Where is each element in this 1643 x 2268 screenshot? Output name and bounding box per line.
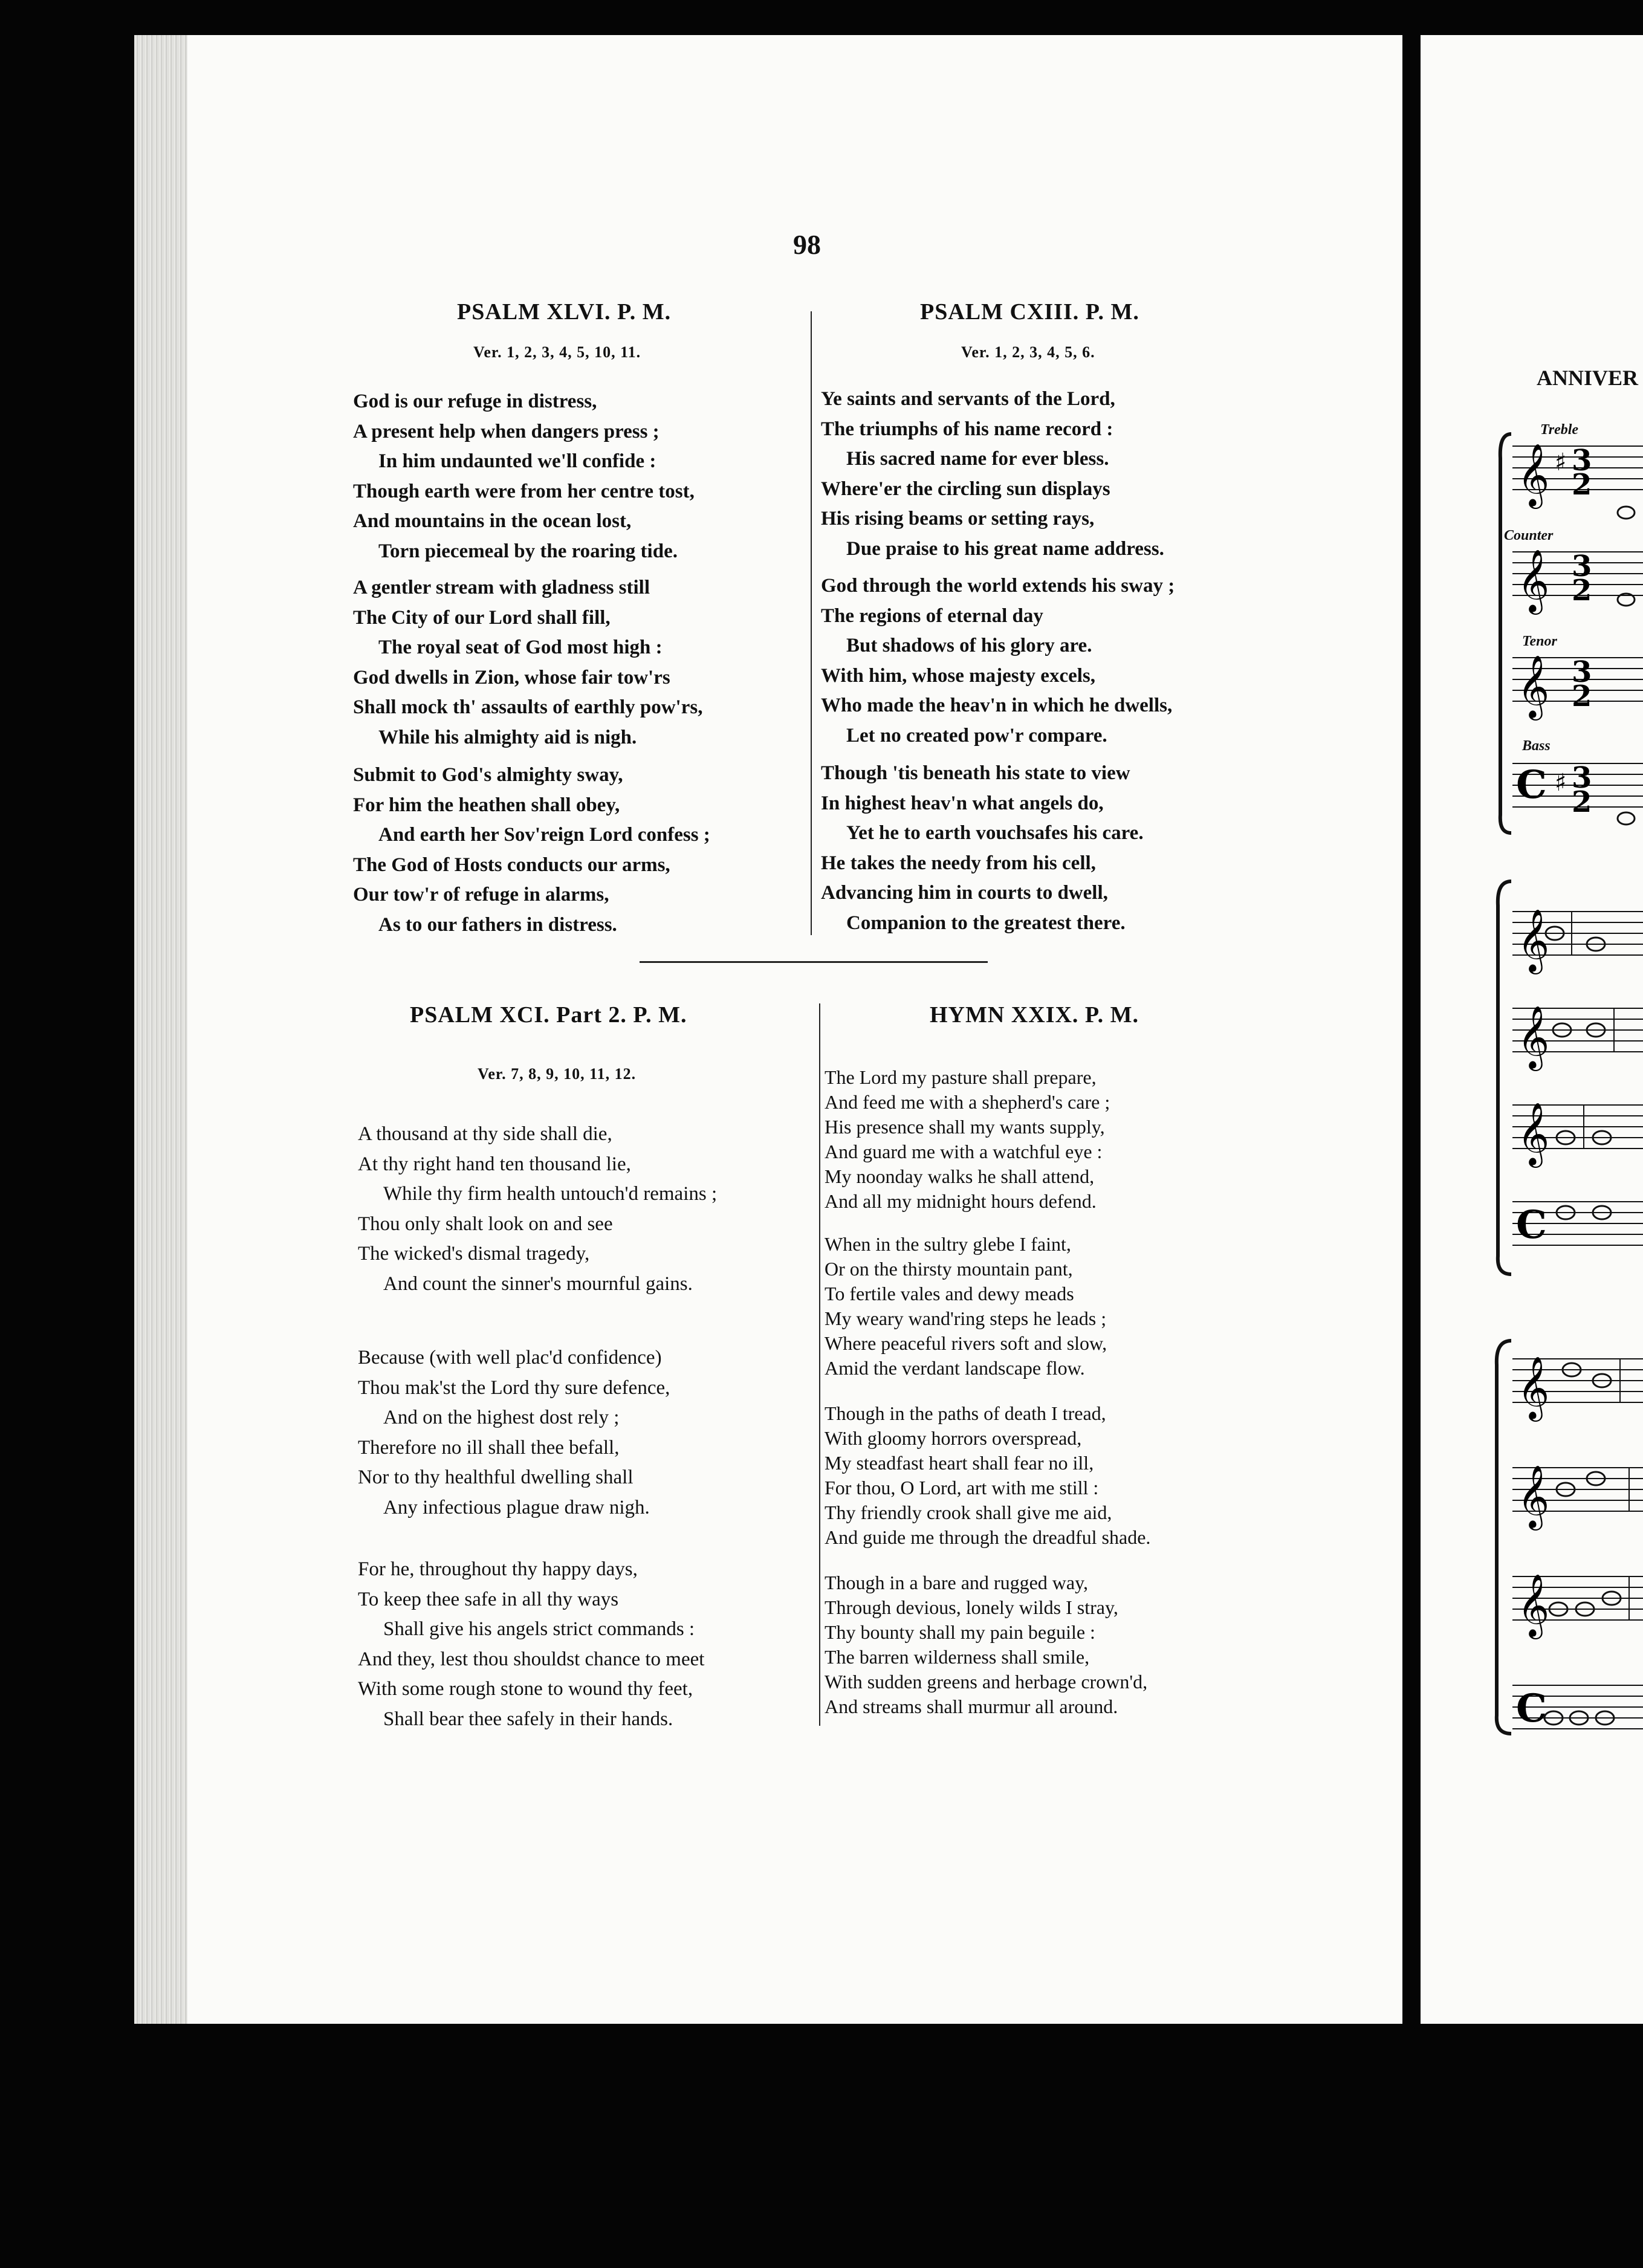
verse-line: And guard me with a watchful eye : bbox=[825, 1141, 1103, 1162]
psalm-91-title: PSALM XCI. Part 2. P. M. bbox=[410, 1002, 687, 1028]
voice-label-treble: Treble bbox=[1540, 422, 1579, 438]
svg-text:3: 3 bbox=[1572, 655, 1592, 689]
psalm-91-stanza-2 bbox=[358, 1343, 670, 1523]
verse-line: Though in the paths of death I tread, bbox=[825, 1402, 1106, 1424]
verse-line: My weary wand'ring steps he leads ; bbox=[825, 1307, 1107, 1329]
psalm-91-stanza-1 bbox=[358, 1119, 717, 1299]
verse-line: And streams shall murmur all around. bbox=[825, 1696, 1118, 1717]
verse-line: The triumphs of his name record : bbox=[821, 418, 1113, 440]
verse-line: As to our fathers in distress. bbox=[378, 913, 617, 936]
verse-line: Any infectious plague draw nigh. bbox=[383, 1496, 650, 1518]
verse-line: Shall bear thee safely in their hands. bbox=[383, 1708, 673, 1730]
verse-line: Because (with well plac'd confidence) bbox=[358, 1347, 662, 1369]
verse-line: At thy right hand ten thousand lie, bbox=[358, 1153, 631, 1175]
facing-page bbox=[1421, 35, 1643, 2024]
svg-text:𝄞: 𝄞 bbox=[1517, 1573, 1550, 1637]
verse-line: My noonday walks he shall attend, bbox=[825, 1165, 1095, 1187]
verse-line: With some rough stone to wound thy feet, bbox=[358, 1678, 693, 1700]
verse-line: The City of our Lord shall fill, bbox=[353, 606, 611, 629]
verse-line: Where'er the circling sun displays bbox=[821, 478, 1110, 500]
verse-line: And they, lest thou shouldst chance to meet bbox=[358, 1648, 705, 1670]
psalm-46-stanza-2 bbox=[353, 573, 702, 753]
verse-line: And on the highest dost rely ; bbox=[383, 1407, 620, 1428]
left-page bbox=[134, 35, 1402, 2024]
verse-line: In him undaunted we'll confide : bbox=[378, 450, 656, 472]
verse-line: Who made the heav'n in which he dwells, bbox=[821, 695, 1173, 716]
voice-label-tenor: Tenor bbox=[1522, 633, 1557, 649]
verse-line: In highest heav'n what angels do, bbox=[821, 792, 1104, 814]
psalm-113-stanza-3 bbox=[821, 759, 1144, 938]
verse-line: Through devious, lonely wilds I stray, bbox=[825, 1596, 1118, 1618]
svg-text:C: C bbox=[1516, 1202, 1547, 1248]
psalm-46-stanza-1 bbox=[353, 387, 695, 566]
verse-line: The regions of eternal day bbox=[821, 604, 1043, 627]
verse-line: When in the sultry glebe I faint, bbox=[825, 1233, 1071, 1255]
verse-line: But shadows of his glory are. bbox=[846, 635, 1092, 656]
psalm-46-stanza-3 bbox=[353, 760, 710, 940]
svg-text:3: 3 bbox=[1572, 549, 1592, 583]
verse-line: Thy friendly crook shall give me aid, bbox=[825, 1502, 1112, 1523]
hymn-29-stanza-4 bbox=[825, 1570, 1147, 1719]
svg-text:3: 3 bbox=[1572, 761, 1592, 795]
verse-line: Advancing him in courts to dwell, bbox=[821, 882, 1108, 904]
verse-line: Due praise to his great name address. bbox=[846, 537, 1164, 560]
psalm-46-verses: Ver. 1, 2, 3, 4, 5, 10, 11. bbox=[473, 343, 641, 361]
psalm-113-verses: Ver. 1, 2, 3, 4, 5, 6. bbox=[961, 343, 1095, 361]
svg-text:𝄞: 𝄞 bbox=[1517, 549, 1550, 612]
verse-line: And feed me with a shepherd's care ; bbox=[825, 1091, 1110, 1113]
psalm-113-stanza-2 bbox=[821, 571, 1175, 751]
svg-text:2: 2 bbox=[1572, 574, 1592, 608]
verse-line: And mountains in the ocean lost, bbox=[353, 510, 632, 532]
verse-line: Though earth were from her centre tost, bbox=[353, 480, 695, 502]
verse-line: Where peaceful rivers soft and slow, bbox=[825, 1332, 1107, 1354]
svg-text:♯: ♯ bbox=[1555, 769, 1567, 797]
psalm-113-stanza-1 bbox=[821, 384, 1164, 564]
verse-line: Though in a bare and rugged way, bbox=[825, 1572, 1088, 1593]
verse-line: For him the heathen shall obey, bbox=[353, 794, 620, 816]
verse-line: Therefore no ill shall thee befall, bbox=[358, 1436, 620, 1459]
verse-line: Thou only shalt look on and see bbox=[358, 1213, 613, 1235]
svg-text:2: 2 bbox=[1572, 785, 1592, 819]
verse-line: Thy bounty shall my pain beguile : bbox=[825, 1621, 1095, 1643]
facing-page-heading: ANNIVER bbox=[1537, 366, 1639, 390]
svg-text:𝄞: 𝄞 bbox=[1517, 1005, 1550, 1069]
verse-line: For thou, O Lord, art with me still : bbox=[825, 1477, 1099, 1498]
verse-line: For he, throughout thy happy days, bbox=[358, 1558, 638, 1580]
verse-line: Companion to the greatest there. bbox=[846, 912, 1126, 934]
hymn-29-stanza-2 bbox=[825, 1232, 1107, 1381]
page-number: 98 bbox=[793, 229, 821, 260]
verse-line: His sacred name for ever bless. bbox=[846, 448, 1109, 470]
svg-text:𝄞: 𝄞 bbox=[1517, 909, 1550, 972]
svg-text:𝄞: 𝄞 bbox=[1517, 1356, 1550, 1419]
column-divider-top bbox=[811, 311, 812, 935]
verse-line: Ye saints and servants of the Lord, bbox=[821, 388, 1115, 410]
verse-line: His rising beams or setting rays, bbox=[821, 508, 1095, 530]
verse-line: While his almighty aid is nigh. bbox=[378, 726, 637, 748]
section-divider bbox=[640, 961, 988, 963]
svg-text:𝄞: 𝄞 bbox=[1517, 443, 1550, 507]
verse-line: God dwells in Zion, whose fair tow'rs bbox=[353, 666, 670, 688]
verse-line: The wicked's dismal tragedy, bbox=[358, 1243, 590, 1265]
svg-text:C: C bbox=[1516, 762, 1547, 808]
verse-line: Shall mock th' assaults of earthly pow'rs, bbox=[353, 696, 703, 718]
verse-line: Submit to God's almighty sway, bbox=[353, 764, 623, 786]
psalm-91-verses: Ver. 7, 8, 9, 10, 11, 12. bbox=[478, 1065, 637, 1083]
verse-line: God is our refuge in distress, bbox=[353, 390, 597, 412]
hymn-29-stanza-3 bbox=[825, 1401, 1150, 1550]
verse-line: The royal seat of God most high : bbox=[378, 637, 663, 658]
verse-line: Torn piecemeal by the roaring tide. bbox=[378, 540, 678, 562]
verse-line: The God of Hosts conducts our arms, bbox=[353, 854, 670, 876]
verse-line: God through the world extends his sway ; bbox=[821, 575, 1175, 597]
verse-line: With gloomy horrors overspread, bbox=[825, 1427, 1082, 1449]
verse-line: And guide me through the dreadful shade. bbox=[825, 1526, 1151, 1548]
svg-text:𝄞: 𝄞 bbox=[1517, 1465, 1550, 1528]
verse-line: Amid the verdant landscape flow. bbox=[825, 1357, 1085, 1379]
svg-text:𝄞: 𝄞 bbox=[1517, 1102, 1550, 1165]
book-gutter bbox=[1402, 0, 1421, 2268]
verse-line: Let no created pow'r compare. bbox=[846, 724, 1107, 747]
verse-line: Yet he to earth vouchsafes his care. bbox=[846, 822, 1144, 844]
hymn-29-title: HYMN XXIX. P. M. bbox=[930, 1002, 1139, 1028]
svg-text:2: 2 bbox=[1572, 468, 1592, 502]
page-edge bbox=[134, 35, 187, 2024]
psalm-91-stanza-3 bbox=[358, 1555, 704, 1734]
verse-line: To fertile vales and dewy meads bbox=[825, 1283, 1074, 1304]
verse-line: Or on the thirsty mountain pant, bbox=[825, 1258, 1073, 1280]
svg-text:𝄞: 𝄞 bbox=[1517, 655, 1550, 718]
verse-line: The Lord my pasture shall prepare, bbox=[825, 1066, 1097, 1088]
music-staves bbox=[1421, 35, 1643, 1788]
verse-line: A thousand at thy side shall die, bbox=[358, 1123, 612, 1145]
column-divider-bottom bbox=[819, 1003, 820, 1726]
verse-line: And all my midnight hours defend. bbox=[825, 1190, 1097, 1212]
verse-line: My steadfast heart shall fear no ill, bbox=[825, 1452, 1094, 1474]
verse-line: Though 'tis beneath his state to view bbox=[821, 762, 1130, 784]
verse-line: His presence shall my wants supply, bbox=[825, 1116, 1105, 1138]
verse-line: The barren wilderness shall smile, bbox=[825, 1646, 1090, 1668]
verse-line: With him, whose majesty excels, bbox=[821, 664, 1096, 687]
verse-line: A gentler stream with gladness still bbox=[353, 577, 650, 598]
svg-text:♯: ♯ bbox=[1555, 449, 1567, 476]
psalm-46-title: PSALM XLVI. P. M. bbox=[457, 299, 672, 325]
verse-line: Our tow'r of refuge in alarms, bbox=[353, 884, 609, 906]
verse-line: He takes the needy from his cell, bbox=[821, 852, 1096, 874]
hymn-29-stanza-1 bbox=[825, 1065, 1110, 1214]
verse-line: And earth her Sov'reign Lord confess ; bbox=[378, 824, 710, 846]
verse-line: To keep thee safe in all thy ways bbox=[358, 1588, 619, 1610]
verse-line: While thy firm health untouch'd remains ; bbox=[383, 1183, 718, 1205]
svg-text:2: 2 bbox=[1572, 679, 1592, 713]
voice-label-bass: Bass bbox=[1522, 738, 1551, 754]
verse-line: With sudden greens and herbage crown'd, bbox=[825, 1671, 1148, 1693]
verse-line: Shall give his angels strict commands : bbox=[383, 1618, 695, 1640]
svg-text:3: 3 bbox=[1572, 444, 1592, 478]
verse-line: Nor to thy healthful dwelling shall bbox=[358, 1466, 634, 1488]
verse-line: And count the sinner's mournful gains. bbox=[383, 1272, 693, 1295]
psalm-113-title: PSALM CXIII. P. M. bbox=[920, 299, 1139, 325]
verse-line: Thou mak'st the Lord thy sure defence, bbox=[358, 1376, 670, 1399]
voice-label-counter: Counter bbox=[1504, 528, 1554, 543]
svg-text:C: C bbox=[1516, 1686, 1547, 1731]
verse-line: A present help when dangers press ; bbox=[353, 420, 659, 442]
